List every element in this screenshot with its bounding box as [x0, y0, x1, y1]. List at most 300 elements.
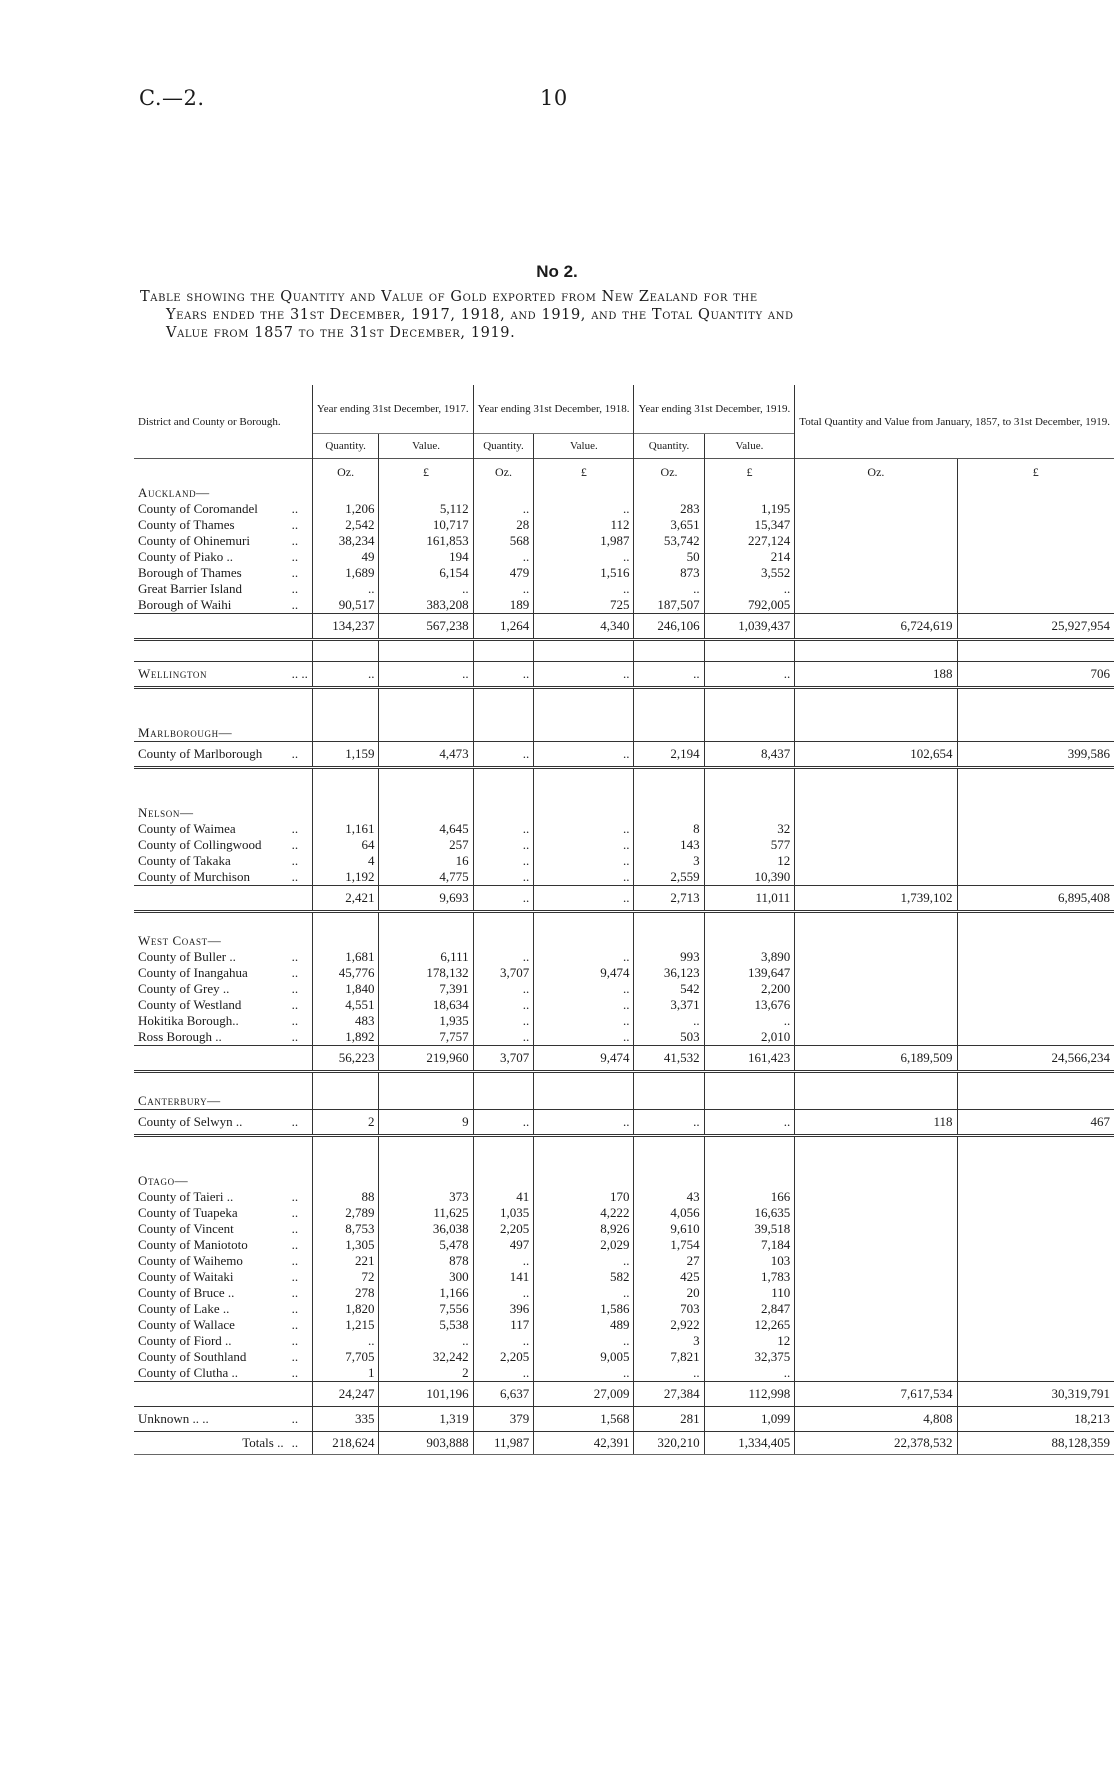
- summary-value-cell: 379: [473, 1407, 534, 1432]
- spacer-cell: [634, 1136, 704, 1174]
- table-row: [134, 1253, 1114, 1269]
- spacer-cell: [795, 533, 957, 549]
- value-cell: ..: [473, 1013, 534, 1029]
- spacer-cell: [379, 1072, 473, 1094]
- leader-dots: ..: [291, 965, 299, 980]
- section-heading-row: [134, 485, 1114, 501]
- title-line-3: Value from 1857 to the 31st December, 1919.: [166, 325, 516, 341]
- spacer-cell: [704, 1173, 795, 1189]
- value-cell: 3,707: [473, 965, 534, 981]
- spacer-cell: [704, 912, 795, 934]
- value-cell: 13,676: [704, 997, 795, 1013]
- section-heading: Marlborough—: [138, 725, 233, 740]
- spacer-cell: [534, 1136, 634, 1174]
- subtotal-cell: 24,566,234: [957, 1046, 1114, 1072]
- leader-dots: ..: [291, 549, 299, 564]
- summary-value-cell: ..: [534, 662, 634, 688]
- spacer-cell: [957, 1317, 1114, 1333]
- value-cell: 1,035: [473, 1205, 534, 1221]
- leader-dots: ..: [291, 565, 299, 580]
- spacer-cell: [795, 1253, 957, 1269]
- subtotal-cell: 7,617,534: [795, 1382, 957, 1407]
- table-row: [134, 1110, 1114, 1136]
- value-cell: ..: [473, 742, 534, 768]
- spacer-cell: [957, 517, 1114, 533]
- table-row: [134, 581, 1114, 597]
- district-name: County of Clutha ..: [138, 1365, 239, 1380]
- row-label: Totals ..: [134, 1432, 288, 1455]
- subtotal-cell: ..: [534, 886, 634, 912]
- value-cell: 90,517: [312, 597, 379, 614]
- value-cell: 1,305: [312, 1237, 379, 1253]
- district-name: County of Bruce ..: [138, 1285, 235, 1300]
- spacer-cell: [704, 1093, 795, 1110]
- summary-value-cell: 218,624: [312, 1432, 379, 1455]
- value-cell: 9,005: [534, 1349, 634, 1365]
- value-cell: 300: [379, 1269, 473, 1285]
- section-heading-row: [134, 725, 1114, 742]
- value-cell: ..: [473, 853, 534, 869]
- value-cell: ..: [534, 1365, 634, 1382]
- table-row: [134, 1301, 1114, 1317]
- value-cell: 1,935: [379, 1013, 473, 1029]
- spacer-cell: [134, 614, 312, 640]
- subheader-quantity-1918: Quantity.: [473, 434, 534, 459]
- column-header-1918: Year ending 31st December, 1918.: [473, 385, 634, 434]
- spacer-cell: [957, 485, 1114, 501]
- value-cell: 4,775: [379, 869, 473, 886]
- value-cell: 7,391: [379, 981, 473, 997]
- spacer-row: [134, 688, 1114, 726]
- spacer-cell: [634, 768, 704, 806]
- value-cell: 117: [473, 1317, 534, 1333]
- summary-value-cell: 1,319: [379, 1407, 473, 1432]
- district-name: County of Waimea: [138, 821, 236, 836]
- value-cell: 373: [379, 1189, 473, 1205]
- spacer-cell: [704, 725, 795, 742]
- summary-value-cell: 335: [312, 1407, 379, 1432]
- value-cell: 7,705: [312, 1349, 379, 1365]
- table-number: No 2.: [536, 262, 578, 281]
- value-cell: 2,010: [704, 1029, 795, 1046]
- spacer-cell: [795, 1072, 957, 1094]
- spacer-cell: [795, 1093, 957, 1110]
- spacer-cell: [795, 768, 957, 806]
- value-cell: 32,375: [704, 1349, 795, 1365]
- summary-value-cell: 4,808: [795, 1407, 957, 1432]
- value-cell: ..: [473, 1029, 534, 1046]
- spacer-cell: [957, 1269, 1114, 1285]
- value-cell: 43: [634, 1189, 704, 1205]
- district-name: County of Taieri ..: [138, 1189, 234, 1204]
- spacer-cell: [534, 912, 634, 934]
- spacer-cell: [473, 725, 534, 742]
- value-cell: 88: [312, 1189, 379, 1205]
- value-cell: 41: [473, 1189, 534, 1205]
- spacer-cell: [795, 1013, 957, 1029]
- district-name: County of Collingwood: [138, 837, 262, 852]
- value-cell: ..: [534, 1333, 634, 1349]
- section-heading: West Coast—: [138, 933, 222, 948]
- value-cell: 4,645: [379, 821, 473, 837]
- value-cell: 18,634: [379, 997, 473, 1013]
- spacer-row: [134, 768, 1114, 806]
- value-cell: 10,717: [379, 517, 473, 533]
- value-cell: ..: [473, 1253, 534, 1269]
- subtotal-cell: 9,474: [534, 1046, 634, 1072]
- value-cell: 9,610: [634, 1221, 704, 1237]
- value-cell: 4,551: [312, 997, 379, 1013]
- value-cell: 2,847: [704, 1301, 795, 1317]
- spacer-cell: [795, 981, 957, 997]
- value-cell: ..: [534, 549, 634, 565]
- value-cell: 9: [379, 1110, 473, 1136]
- spacer-cell: [795, 949, 957, 965]
- spacer-cell: [634, 1173, 704, 1189]
- title-line-1: Table showing the Quantity and Value of Gold exported from New Zealand for the: [140, 289, 758, 305]
- district-name: County of Waihemo: [138, 1253, 243, 1268]
- spacer-cell: [957, 1093, 1114, 1110]
- subtotal-cell: 101,196: [379, 1382, 473, 1407]
- value-cell: ..: [312, 1333, 379, 1349]
- summary-value-cell: 1,099: [704, 1407, 795, 1432]
- leader-dots: ..: [291, 821, 299, 836]
- spacer-cell: [957, 1205, 1114, 1221]
- spacer-cell: [473, 1136, 534, 1174]
- spacer-cell: [795, 501, 957, 517]
- value-cell: 15,347: [704, 517, 795, 533]
- unit-row-spacer: [134, 459, 312, 486]
- spacer-cell: [534, 1173, 634, 1189]
- district-name: County of Murchison: [138, 869, 250, 884]
- table-row: [134, 821, 1114, 837]
- value-cell: 703: [634, 1301, 704, 1317]
- total-value-cell: 102,654: [795, 742, 957, 768]
- value-cell: 2,559: [634, 869, 704, 886]
- spacer-cell: [795, 725, 957, 742]
- summary-value-cell: 1,568: [534, 1407, 634, 1432]
- subtotal-cell: 134,237: [312, 614, 379, 640]
- value-cell: ..: [473, 981, 534, 997]
- value-cell: ..: [634, 581, 704, 597]
- subtotal-row: [134, 1382, 1114, 1407]
- spacer-cell: [957, 912, 1114, 934]
- summary-value-cell: ..: [634, 662, 704, 688]
- leader-dots: ..: [291, 1205, 299, 1220]
- value-cell: 143: [634, 837, 704, 853]
- value-cell: 1,754: [634, 1237, 704, 1253]
- column-header-total: Total Quantity and Value from January, 1857, to 31st December, 1919.: [795, 385, 1114, 459]
- spacer-cell: [312, 1136, 379, 1174]
- section-heading: Canterbury—: [138, 1093, 221, 1108]
- spacer-cell: [795, 821, 957, 837]
- value-cell: 166: [704, 1189, 795, 1205]
- spacer-cell: [134, 1382, 312, 1407]
- spacer-cell: [795, 1173, 957, 1189]
- value-cell: 1,161: [312, 821, 379, 837]
- spacer-cell: [795, 853, 957, 869]
- value-cell: 214: [704, 549, 795, 565]
- spacer-cell: [957, 949, 1114, 965]
- table-row: [134, 1013, 1114, 1029]
- value-cell: 9,474: [534, 965, 634, 981]
- section-heading: Auckland—: [138, 485, 210, 500]
- spacer-cell: [957, 581, 1114, 597]
- district-name: County of Piako ..: [138, 549, 233, 564]
- spacer-cell: [704, 485, 795, 501]
- table-row: [134, 1285, 1114, 1301]
- spacer-cell: [957, 768, 1114, 806]
- subtotal-cell: 56,223: [312, 1046, 379, 1072]
- subtotal-cell: 27,384: [634, 1382, 704, 1407]
- value-cell: ..: [473, 501, 534, 517]
- spacer-cell: [957, 533, 1114, 549]
- subtotal-cell: 2,713: [634, 886, 704, 912]
- table-row: [134, 1365, 1114, 1382]
- value-cell: 7,821: [634, 1349, 704, 1365]
- leader-dots: ..: [291, 1253, 299, 1268]
- section-heading-row: [134, 1093, 1114, 1110]
- subtotal-row: [134, 614, 1114, 640]
- value-cell: ..: [534, 869, 634, 886]
- value-cell: 278: [312, 1285, 379, 1301]
- spacer-cell: [957, 1013, 1114, 1029]
- value-cell: 792,005: [704, 597, 795, 614]
- value-cell: 7,556: [379, 1301, 473, 1317]
- spacer-cell: [634, 725, 704, 742]
- spacer-cell: [379, 485, 473, 501]
- leader-dots: ..: [291, 597, 299, 612]
- value-cell: ..: [379, 1333, 473, 1349]
- total-value-cell: 399,586: [957, 742, 1114, 768]
- value-cell: 32: [704, 821, 795, 837]
- subtotal-cell: 6,637: [473, 1382, 534, 1407]
- value-cell: 1,892: [312, 1029, 379, 1046]
- value-cell: 194: [379, 549, 473, 565]
- page-number: 10: [540, 86, 568, 110]
- value-cell: 3,552: [704, 565, 795, 581]
- value-cell: ..: [534, 853, 634, 869]
- table-row: [134, 981, 1114, 997]
- subtotal-cell: 4,340: [534, 614, 634, 640]
- table-row: [134, 965, 1114, 981]
- summary-value-cell: 903,888: [379, 1432, 473, 1455]
- value-cell: ..: [473, 549, 534, 565]
- table-title: [140, 288, 1020, 342]
- value-cell: 8: [634, 821, 704, 837]
- value-cell: ..: [379, 581, 473, 597]
- column-header-1919: Year ending 31st December, 1919.: [634, 385, 795, 434]
- leader-dots: ..: [288, 1110, 313, 1136]
- value-cell: 3,890: [704, 949, 795, 965]
- spacer-cell: [312, 768, 379, 806]
- spacer-cell: [134, 1046, 312, 1072]
- summary-value-cell: 42,391: [534, 1432, 634, 1455]
- summary-value-cell: 11,987: [473, 1432, 534, 1455]
- subtotal-cell: 30,319,791: [957, 1382, 1114, 1407]
- leader-dots: ..: [291, 1285, 299, 1300]
- subtotal-cell: 112,998: [704, 1382, 795, 1407]
- spacer-cell: [473, 640, 534, 662]
- spacer-cell: [957, 1365, 1114, 1382]
- spacer-cell: [795, 565, 957, 581]
- spacer-cell: [957, 1349, 1114, 1365]
- spacer-cell: [795, 517, 957, 533]
- spacer-cell: [634, 912, 704, 934]
- district-name: County of Selwyn ..: [134, 1110, 288, 1136]
- spacer-cell: [957, 1285, 1114, 1301]
- subtotal-cell: 6,189,509: [795, 1046, 957, 1072]
- value-cell: 49: [312, 549, 379, 565]
- spacer-cell: [312, 640, 379, 662]
- leader-dots: ..: [288, 1407, 313, 1432]
- unit-oz: Oz.: [473, 459, 534, 486]
- spacer-cell: [795, 837, 957, 853]
- spacer-cell: [379, 688, 473, 726]
- section-heading-row: [134, 1173, 1114, 1189]
- value-cell: ..: [634, 1013, 704, 1029]
- subtotal-cell: ..: [473, 886, 534, 912]
- value-cell: ..: [473, 1110, 534, 1136]
- spacer-cell: [795, 1205, 957, 1221]
- district-name: County of Westland: [138, 997, 242, 1012]
- subheader-value-1919: Value.: [704, 434, 795, 459]
- spacer-row: [134, 640, 1114, 662]
- value-cell: 3,371: [634, 997, 704, 1013]
- table-row: [134, 501, 1114, 517]
- value-cell: 568: [473, 533, 534, 549]
- value-cell: 12: [704, 1333, 795, 1349]
- value-cell: 993: [634, 949, 704, 965]
- unit-pound: £: [704, 459, 795, 486]
- spacer-cell: [534, 1072, 634, 1094]
- spacer-cell: [473, 768, 534, 806]
- subtotal-cell: 1,039,437: [704, 614, 795, 640]
- spacer-cell: [312, 912, 379, 934]
- column-header-1917: Year ending 31st December, 1917.: [312, 385, 473, 434]
- value-cell: 2: [312, 1110, 379, 1136]
- value-cell: ..: [473, 581, 534, 597]
- subtotal-cell: 219,960: [379, 1046, 473, 1072]
- subheader-value-1917: Value.: [379, 434, 473, 459]
- summary-value-cell: 88,128,359: [957, 1432, 1114, 1455]
- spacer-cell: [379, 1136, 473, 1174]
- spacer-cell: [795, 1029, 957, 1046]
- spacer-cell: [379, 725, 473, 742]
- spacer-cell: [134, 1072, 312, 1094]
- title-line-2: Years ended the 31st December, 1917, 1918, and 1919, and the Total Quantity and: [166, 307, 794, 323]
- district-name: County of Grey ..: [138, 981, 230, 996]
- table-row: [134, 997, 1114, 1013]
- value-cell: 4: [312, 853, 379, 869]
- value-cell: 2,200: [704, 981, 795, 997]
- spacer-cell: [704, 805, 795, 821]
- spacer-cell: [795, 597, 957, 614]
- summary-value-cell: 188: [795, 662, 957, 688]
- section-heading: Nelson—: [138, 805, 194, 820]
- spacer-cell: [957, 640, 1114, 662]
- table-row: [134, 1269, 1114, 1285]
- leader-dots: ..: [291, 1269, 299, 1284]
- spacer-cell: [379, 912, 473, 934]
- subtotal-cell: 6,895,408: [957, 886, 1114, 912]
- value-cell: 3: [634, 1333, 704, 1349]
- value-cell: 178,132: [379, 965, 473, 981]
- summary-value-cell: 22,378,532: [795, 1432, 957, 1455]
- leader-dots: ..: [291, 981, 299, 996]
- leader-dots: ..: [291, 869, 299, 884]
- unit-pound: £: [534, 459, 634, 486]
- value-cell: 20: [634, 1285, 704, 1301]
- total-value-cell: 118: [795, 1110, 957, 1136]
- spacer-cell: [795, 1301, 957, 1317]
- subtotal-cell: 161,423: [704, 1046, 795, 1072]
- spacer-cell: [312, 688, 379, 726]
- value-cell: ..: [704, 1110, 795, 1136]
- value-cell: 542: [634, 981, 704, 997]
- unit-oz: Oz.: [634, 459, 704, 486]
- spacer-cell: [534, 933, 634, 949]
- value-cell: 396: [473, 1301, 534, 1317]
- table-row: [134, 837, 1114, 853]
- subtotal-row: [134, 1046, 1114, 1072]
- value-cell: 10,390: [704, 869, 795, 886]
- spacer-cell: [634, 485, 704, 501]
- value-cell: 2,205: [473, 1349, 534, 1365]
- value-cell: 72: [312, 1269, 379, 1285]
- spacer-cell: [634, 640, 704, 662]
- unit-pound: £: [379, 459, 473, 486]
- value-cell: 479: [473, 565, 534, 581]
- spacer-cell: [957, 1189, 1114, 1205]
- spacer-cell: [795, 805, 957, 821]
- value-cell: ..: [473, 949, 534, 965]
- table-row: [134, 869, 1114, 886]
- leader-dots: ..: [291, 837, 299, 852]
- value-cell: 1,820: [312, 1301, 379, 1317]
- spacer-cell: [134, 688, 312, 726]
- spacer-cell: [957, 565, 1114, 581]
- value-cell: 12: [704, 853, 795, 869]
- value-cell: ..: [473, 997, 534, 1013]
- value-cell: ..: [634, 1365, 704, 1382]
- value-cell: ..: [704, 581, 795, 597]
- district-name: County of Southland: [138, 1349, 247, 1364]
- value-cell: 4,473: [379, 742, 473, 768]
- spacer-cell: [704, 1072, 795, 1094]
- spacer-cell: [312, 1072, 379, 1094]
- table-row: [134, 597, 1114, 614]
- district-name: County of Lake ..: [138, 1301, 230, 1316]
- subtotal-cell: 41,532: [634, 1046, 704, 1072]
- spacer-cell: [473, 1173, 534, 1189]
- spacer-cell: [704, 688, 795, 726]
- value-cell: ..: [473, 837, 534, 853]
- value-cell: 1,195: [704, 501, 795, 517]
- value-cell: 12,265: [704, 1317, 795, 1333]
- spacer-cell: [957, 1301, 1114, 1317]
- district-name: County of Marlborough: [134, 742, 288, 768]
- subtotal-cell: 27,009: [534, 1382, 634, 1407]
- spacer-cell: [473, 688, 534, 726]
- spacer-cell: [134, 768, 312, 806]
- summary-value-cell: ..: [312, 662, 379, 688]
- spacer-cell: [312, 1093, 379, 1110]
- value-cell: ..: [534, 501, 634, 517]
- district-name: County of Waitaki: [138, 1269, 234, 1284]
- spacer-cell: [312, 485, 379, 501]
- summary-row: [134, 1432, 1114, 1455]
